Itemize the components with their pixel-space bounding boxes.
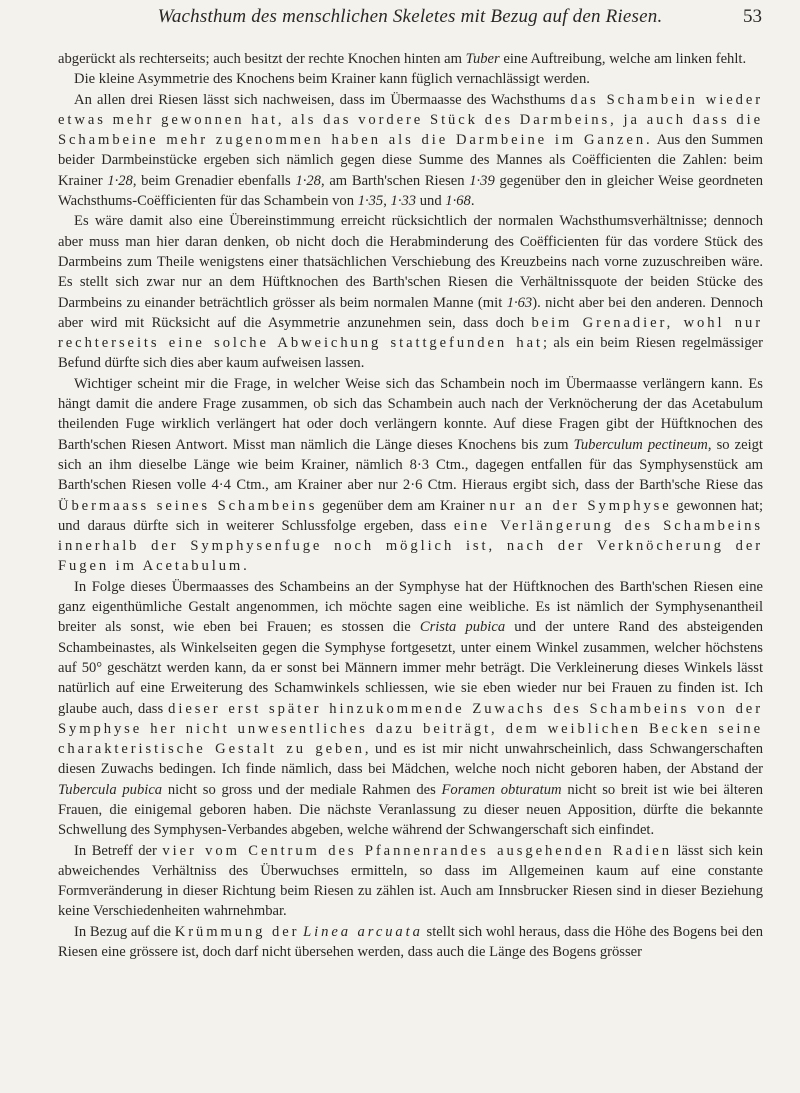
text-run: In Folge dieses Übermaasses des Schambeins an der Symphyse hat der Hüftknochen des Barth'schen Riesen eine ganz eigenthümliche Gestalt angenommen, ich möchte sagen eine weibliche. Es ist nämlich der Symphysenantheil breiter als sonst, wie eben bei Frauen; es stossen die	[58, 578, 763, 636]
italic-term: 1·63	[506, 294, 533, 311]
paragraph	[58, 69, 763, 89]
spaced-emphasis: eine Verlängerung des Schambeins innerhalb der Symphysenfuge noch möglich ist, nach der Verknöcherung der Fugen im Acetabulum.	[58, 517, 763, 575]
text-run: ; als ein beim Riesen regelmässiger Befund dürfte sich dies aber kaum aufweisen lassen.	[58, 335, 763, 372]
running-title: Wachsthum des menschlichen Skeletes mit Bezug auf den Riesen.	[157, 6, 663, 27]
text-run: abgerückt als rechterseits; auch besitzt der rechte Knochen hinten am	[58, 51, 466, 67]
text-run: stellt sich wohl heraus, dass die Höhe des Bogens bei den Riesen eine grössere ist, doch darf nicht übersehen werden, dass auch die Länge des Bogens grösser	[58, 923, 763, 961]
text-run: .	[470, 193, 475, 210]
text-run: In Bezug auf die	[74, 923, 175, 940]
text-run: nicht so gross und der mediale Rahmen des	[162, 781, 442, 798]
text-run: ). nicht aber bei den anderen. Dennoch aber wird mit Rücksicht auf die Asymmetrie anzunehmen sein, dass doch	[58, 294, 764, 331]
paragraph	[58, 374, 763, 577]
italic-term: 1·68	[445, 193, 471, 210]
text-run: , beim Grenadier ebenfalls	[132, 172, 296, 189]
italic-term: 1·28	[107, 172, 133, 189]
italic-term: Foramen obturatum	[441, 781, 562, 798]
paragraph	[58, 841, 763, 922]
body-text	[58, 49, 763, 962]
paragraph	[58, 90, 763, 212]
spaced-emphasis: vier vom Centrum des Pfannenrandes ausgehenden Radien	[162, 842, 672, 859]
paragraph	[58, 49, 763, 69]
text-run: , so zeigt sich an ihm dieselbe Länge wie beim Krainer, nämlich 8·3 Ctm., dagegen entfallen für das Symphysenstück am Barth'schen Riesen volle 4·4 Ctm., am Krainer aber nur 2·6 Ctm. Hieraus ergibt sich, dass der Barth'sche Riese das	[58, 436, 763, 494]
text-run: lässt sich kein abweichendes Verhältniss des Überwuchses ermitteln, so dass im Allgemeinen kaum auf eine constante Formveränderung in dieser Richtung beim Riesen zu zählen ist. Auch am Innsbrucker Riesen sind in dieser Beziehung keine Verschiedenheiten wahrnehmbar.	[58, 842, 763, 920]
text-run: und der untere Rand des absteigenden Schambeinastes, als Winkelseiten gegen die Symphyse fortgesetzt, unter einem Winkel zusammen, welcher höchstens auf 50° geschätzt werden kann, da er sonst bei Männern immer mehr beträgt. Die Verkleinerung dieses Winkels lässt natürlich auf eine Erweiterung des Schamwinkels schliessen, wie sie eben wieder nur bei Frauen zu finden ist. Ich glaube auch, dass	[58, 619, 763, 717]
italic-term: Linea arcuata	[303, 923, 423, 940]
spaced-emphasis: Krümmung der	[174, 923, 300, 940]
text-run: gegenüber dem am Krainer	[317, 497, 490, 514]
italic-term: 1·35	[357, 193, 384, 210]
text-run: und	[416, 193, 446, 210]
text-run: eine Auftreibung, welche am linken fehlt.	[499, 51, 747, 67]
paragraph	[58, 922, 763, 963]
italic-term: 1·39	[469, 172, 495, 189]
spaced-emphasis: beim Grenadier, wohl nur rechterseits eine solche Abweichung stattgefunden hat	[58, 314, 763, 352]
running-head	[58, 6, 762, 32]
spaced-emphasis: dieser erst später hinzukommende Zuwachs des Schambeins von der Symphyse her nicht unwesentliches dazu beiträgt, dem weiblichen Becken seine charakteristische Gestalt zu geben	[58, 700, 763, 758]
text-run: , am Barth'schen Riesen	[320, 172, 470, 189]
text-run: ,	[383, 193, 391, 210]
text-run: An allen drei Riesen lässt sich nachweisen, dass im Übermaasse des Wachsthums	[74, 91, 571, 108]
text-run: , und es ist mir nicht unwahrscheinlich, dass Schwangerschaften diesen Zuwachs bedingen. Ich finde nämlich, dass bei Mädchen, welche noch nicht geboren haben, der Abstand der	[58, 741, 764, 778]
italic-term: Tuber	[465, 51, 500, 67]
italic-term: 1·28	[295, 172, 321, 189]
text-run: Die kleine Asymmetrie des Knochens beim Krainer kann füglich vernachlässigt werden.	[74, 71, 590, 88]
text-run: Aus den Summen beider Darmbeinstücke ergeben sich nämlich gegen diese Summe des Mannes als Coëfficienten die Zahlen: beim Krainer	[58, 132, 763, 189]
italic-term: 1·33	[390, 193, 417, 210]
text-run: gewonnen hat; und daraus dürfte sich in weiterer Schlussfolge ergeben, dass	[58, 497, 763, 534]
text-run: Wichtiger scheint mir die Frage, in welcher Weise sich das Schambein noch im Übermaasse verlängern kann. Es hängt damit die andere Frage zusammen, ob sich das Schambein auch nach der Verknöcherung der das Acetabulum theilenden Fuge wirklich verlängert hat oder doch verlängern konnte. Auf diese Fragen gibt der Hüftknochen des Barth'schen Riesen Antwort. Misst man nämlich die Länge dieses Knochens bis zum	[58, 375, 763, 453]
text-run: In Betreff der	[74, 842, 163, 859]
text-run: nicht so breit ist wie bei älteren Frauen, die einigemal geboren haben. Die nächste Veranlassung zu dieser neuen Apposition, dürfte die bekannte Schwellung des Symphysen-Verbandes abgeben, welche während der Schwangerschaft sich einfindet.	[58, 781, 764, 839]
spaced-emphasis: nur an der Symphyse	[489, 497, 672, 514]
page-number: 53	[743, 6, 762, 27]
paragraph	[58, 577, 763, 841]
text-run: Es wäre damit also eine Übereinstimmung erreicht rücksichtlich der normalen Wachsthumsverhältnisse; dennoch aber muss man hier daran denken, ob nicht doch die Herabminderung des Coëfficienten für das vordere Stück des Darmbeins zum Theile wenigstens einer thatsächlichen Verschiebung des Kreuzbeins nach vorne zuzuschreiben wäre. Es stellt sich zwar nur an dem Hüftknochen des Barth'schen Riesen die Verhältnissquote der beiden Stücke des Darmbeins zu einander beträchtlich grösser als beim normalen Manne (mit	[58, 213, 763, 311]
text-run: gegenüber den in gleicher Weise geordneten Wachsthums-Coëfficienten für das Schambein von	[58, 172, 763, 210]
italic-term: Tubercula pubica	[58, 781, 163, 798]
paragraph	[58, 211, 763, 373]
italic-term: Crista pubica	[419, 619, 506, 636]
spaced-emphasis: das Schambein wieder etwas mehr gewonnen hat, als das vordere Stück des Darmbeins, ja auch dass die Schambeine mehr zugenommen haben als die Darmbeine im Ganzen.	[58, 91, 763, 149]
italic-term: Tuberculum pectineum	[573, 436, 708, 453]
spaced-emphasis: Übermaass seines Schambeins	[58, 497, 318, 514]
